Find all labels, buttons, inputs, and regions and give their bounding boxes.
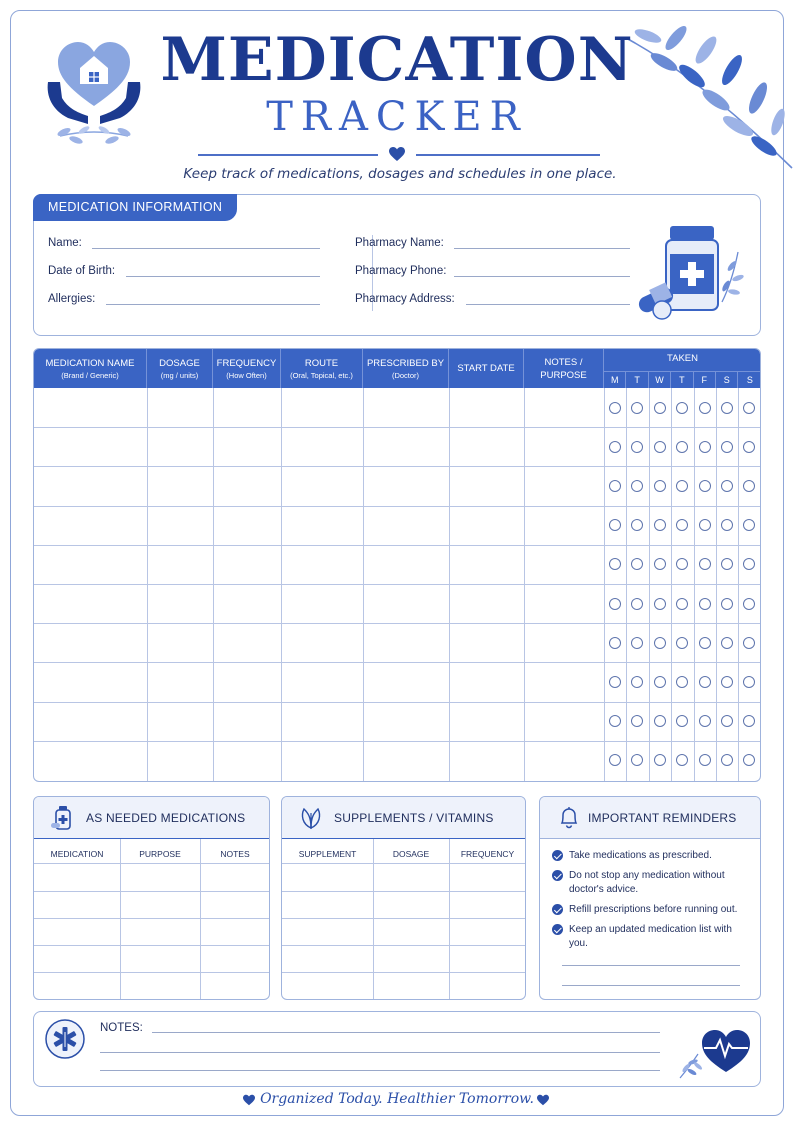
as-needed-title: AS NEEDED MEDICATIONS — [86, 811, 246, 825]
table-row-divider — [34, 506, 760, 507]
col-frequency: FREQUENCY (How Often) — [213, 349, 281, 388]
pharmacy-address-field[interactable] — [466, 304, 630, 305]
taken-checkbox[interactable] — [676, 441, 688, 453]
notes-line[interactable] — [100, 1070, 660, 1071]
taken-checkbox[interactable] — [609, 441, 621, 453]
taken-checkbox[interactable] — [743, 519, 755, 531]
taken-checkbox[interactable] — [609, 519, 621, 531]
col-divider — [281, 388, 282, 782]
footer-slogan: Organized Today. Healthier Tomorrow. — [260, 1091, 534, 1107]
taken-checkbox[interactable] — [676, 598, 688, 610]
check-icon — [552, 904, 563, 915]
supplements-col-supplement: SUPPLEMENT — [298, 849, 357, 859]
taken-checkbox[interactable] — [609, 754, 621, 766]
taken-checkbox[interactable] — [631, 558, 643, 570]
check-icon — [552, 870, 563, 881]
taken-checkbox[interactable] — [631, 598, 643, 610]
taken-checkbox[interactable] — [699, 754, 711, 766]
taken-checkbox[interactable] — [743, 754, 755, 766]
supplements-col-dosage: DOSAGE — [392, 849, 430, 859]
taken-checkbox[interactable] — [631, 480, 643, 492]
taken-checkbox[interactable] — [743, 598, 755, 610]
supplements-card — [281, 796, 526, 1000]
taken-checkbox[interactable] — [743, 676, 755, 688]
table-row-divider — [34, 427, 760, 428]
taken-checkbox[interactable] — [676, 676, 688, 688]
pill-bottle-icon — [632, 222, 744, 322]
taken-checkbox[interactable] — [654, 754, 666, 766]
col-divider — [524, 388, 525, 782]
leaf-icon — [298, 805, 324, 831]
taken-checkbox[interactable] — [631, 754, 643, 766]
taken-checkbox[interactable] — [654, 480, 666, 492]
taken-checkbox[interactable] — [631, 637, 643, 649]
divider-right — [416, 154, 600, 156]
taken-checkbox[interactable] — [721, 637, 733, 649]
name-label: Name: — [48, 237, 82, 249]
table-row-divider — [34, 623, 760, 624]
reminders-title: IMPORTANT REMINDERS — [588, 811, 737, 825]
col-divider — [649, 388, 650, 782]
taken-checkbox[interactable] — [721, 715, 733, 727]
row-divider — [282, 918, 525, 919]
taken-checkbox[interactable] — [721, 480, 733, 492]
supplements-header — [282, 797, 525, 839]
as-needed-card — [33, 796, 270, 1000]
day-tue: T — [626, 371, 648, 388]
taken-checkbox[interactable] — [654, 676, 666, 688]
day-thu: T — [671, 371, 693, 388]
taken-checkbox[interactable] — [721, 558, 733, 570]
reminder-write-line[interactable] — [562, 965, 740, 966]
taken-checkbox[interactable] — [654, 598, 666, 610]
taken-checkbox[interactable] — [676, 754, 688, 766]
taken-checkbox[interactable] — [676, 715, 688, 727]
reminder-item: Do not stop any medication without doctor's advice. — [552, 869, 746, 897]
table-row-divider — [34, 662, 760, 663]
taken-checkbox[interactable] — [743, 637, 755, 649]
row-divider — [282, 945, 525, 946]
taken-checkbox[interactable] — [676, 558, 688, 570]
col-route: ROUTE (Oral, Topical, etc.) — [281, 349, 363, 388]
heart-icon — [388, 146, 406, 162]
reminders-card — [539, 796, 761, 1000]
col-divider — [147, 388, 148, 782]
row-divider — [34, 891, 269, 892]
col-divider — [694, 388, 695, 782]
taken-checkbox[interactable] — [609, 637, 621, 649]
row-divider — [34, 972, 269, 973]
row-divider — [282, 891, 525, 892]
taken-checkbox[interactable] — [654, 715, 666, 727]
pharmacy-address-label: Pharmacy Address: — [355, 293, 455, 305]
taken-checkbox[interactable] — [676, 519, 688, 531]
day-mon: M — [604, 371, 626, 388]
notes-line[interactable] — [152, 1032, 660, 1033]
col-divider — [213, 388, 214, 782]
as-needed-col-purpose: PURPOSE — [139, 849, 181, 859]
as-needed-col-medication: MEDICATION — [50, 849, 104, 859]
taken-checkbox[interactable] — [631, 519, 643, 531]
name-field[interactable] — [92, 248, 320, 249]
check-icon — [552, 924, 563, 935]
pharmacy-phone-field[interactable] — [454, 276, 630, 277]
taken-checkbox[interactable] — [609, 715, 621, 727]
taken-checkbox[interactable] — [721, 754, 733, 766]
section-label: MEDICATION INFORMATION — [33, 194, 237, 221]
notes-label: NOTES: — [100, 1022, 143, 1034]
taken-checkbox[interactable] — [699, 441, 711, 453]
col-divider — [449, 388, 450, 782]
taken-checkbox[interactable] — [699, 402, 711, 414]
taken-checkbox[interactable] — [609, 480, 621, 492]
taken-checkbox[interactable] — [699, 637, 711, 649]
row-divider — [34, 918, 269, 919]
table-row-divider — [34, 545, 760, 546]
medication-table — [33, 348, 761, 782]
taken-checkbox[interactable] — [721, 676, 733, 688]
notes-line[interactable] — [100, 1052, 660, 1053]
taken-checkbox[interactable] — [699, 480, 711, 492]
taken-checkbox[interactable] — [721, 441, 733, 453]
row-divider — [34, 863, 269, 864]
taken-checkbox[interactable] — [743, 441, 755, 453]
taken-checkbox[interactable] — [743, 715, 755, 727]
col-divider — [604, 388, 605, 782]
col-divider — [671, 388, 672, 782]
table-row-divider — [34, 702, 760, 703]
page-title: MEDICATION — [160, 25, 634, 95]
table-header — [34, 349, 760, 388]
reminder-item: Refill prescriptions before running out. — [552, 903, 752, 917]
table-row-divider — [34, 741, 760, 742]
as-needed-header — [34, 797, 269, 839]
day-wed: W — [649, 371, 671, 388]
row-divider — [282, 863, 525, 864]
reminder-item: Take medications as prescribed. — [552, 849, 752, 863]
row-divider — [282, 972, 525, 973]
col-divider — [738, 388, 739, 782]
reminder-item: Keep an updated medication list with you. — [552, 923, 738, 951]
col-prescribed-by: PRESCRIBED BY (Doctor) — [363, 349, 449, 388]
leaf-branch-icon — [620, 18, 794, 176]
taken-checkbox[interactable] — [721, 402, 733, 414]
taken-checkbox[interactable] — [654, 558, 666, 570]
taken-checkbox[interactable] — [699, 715, 711, 727]
taken-checkbox[interactable] — [631, 441, 643, 453]
col-dosage: DOSAGE (mg / units) — [147, 349, 213, 388]
col-divider — [716, 388, 717, 782]
medicine-bottle-icon — [50, 805, 76, 831]
taken-checkbox[interactable] — [654, 637, 666, 649]
dob-field[interactable] — [126, 276, 320, 277]
taken-checkbox[interactable] — [743, 402, 755, 414]
day-sun: S — [738, 371, 761, 388]
pharmacy-name-field[interactable] — [454, 248, 630, 249]
pharmacy-phone-label: Pharmacy Phone: — [355, 265, 447, 277]
heart-icon — [536, 1094, 550, 1106]
divider-left — [198, 154, 378, 156]
taken-checkbox[interactable] — [609, 558, 621, 570]
allergies-field[interactable] — [106, 304, 320, 305]
taken-checkbox[interactable] — [609, 676, 621, 688]
supplements-title: SUPPLEMENTS / VITAMINS — [334, 811, 494, 825]
reminder-write-line[interactable] — [562, 985, 740, 986]
heart-ekg-icon — [676, 1016, 756, 1082]
reminders-header — [540, 797, 760, 839]
day-sat: S — [716, 371, 738, 388]
taken-checkbox[interactable] — [743, 558, 755, 570]
table-row-divider — [34, 466, 760, 467]
taken-checkbox[interactable] — [609, 598, 621, 610]
taken-checkbox[interactable] — [721, 598, 733, 610]
pharmacy-name-label: Pharmacy Name: — [355, 237, 444, 249]
taken-checkbox[interactable] — [654, 441, 666, 453]
as-needed-col-notes: NOTES — [220, 849, 250, 859]
taken-checkbox[interactable] — [654, 519, 666, 531]
taken-checkbox[interactable] — [676, 637, 688, 649]
col-start-date: START DATE — [449, 349, 524, 388]
row-divider — [34, 945, 269, 946]
tagline: Keep track of medications, dosages and schedules in one place. — [183, 166, 617, 182]
supplements-col-frequency: FREQUENCY — [460, 849, 515, 859]
taken-checkbox[interactable] — [721, 519, 733, 531]
taken-checkbox[interactable] — [609, 402, 621, 414]
taken-checkbox[interactable] — [631, 676, 643, 688]
col-notes-purpose: NOTES / PURPOSE — [524, 349, 604, 388]
taken-checkbox[interactable] — [699, 676, 711, 688]
notes-card — [33, 1011, 761, 1087]
table-row-divider — [34, 584, 760, 585]
col-taken: TAKEN — [667, 353, 698, 364]
taken-checkbox[interactable] — [631, 402, 643, 414]
allergies-label: Allergies: — [48, 293, 96, 305]
taken-checkbox[interactable] — [699, 558, 711, 570]
col-medication-name: MEDICATION NAME (Brand / Generic) — [34, 349, 147, 388]
taken-checkbox[interactable] — [699, 598, 711, 610]
bell-icon — [556, 805, 582, 831]
taken-checkbox[interactable] — [699, 519, 711, 531]
day-fri: F — [694, 371, 716, 388]
taken-checkbox[interactable] — [676, 480, 688, 492]
dob-label: Date of Birth: — [48, 265, 116, 277]
star-of-life-icon — [44, 1018, 86, 1060]
col-divider — [363, 388, 364, 782]
taken-checkbox[interactable] — [676, 402, 688, 414]
taken-checkbox[interactable] — [631, 715, 643, 727]
heart-house-hands-icon — [38, 32, 150, 154]
taken-checkbox[interactable] — [743, 480, 755, 492]
page-subtitle: TRACKER — [266, 94, 528, 140]
check-icon — [552, 850, 563, 861]
taken-checkbox[interactable] — [654, 402, 666, 414]
col-divider — [626, 388, 627, 782]
